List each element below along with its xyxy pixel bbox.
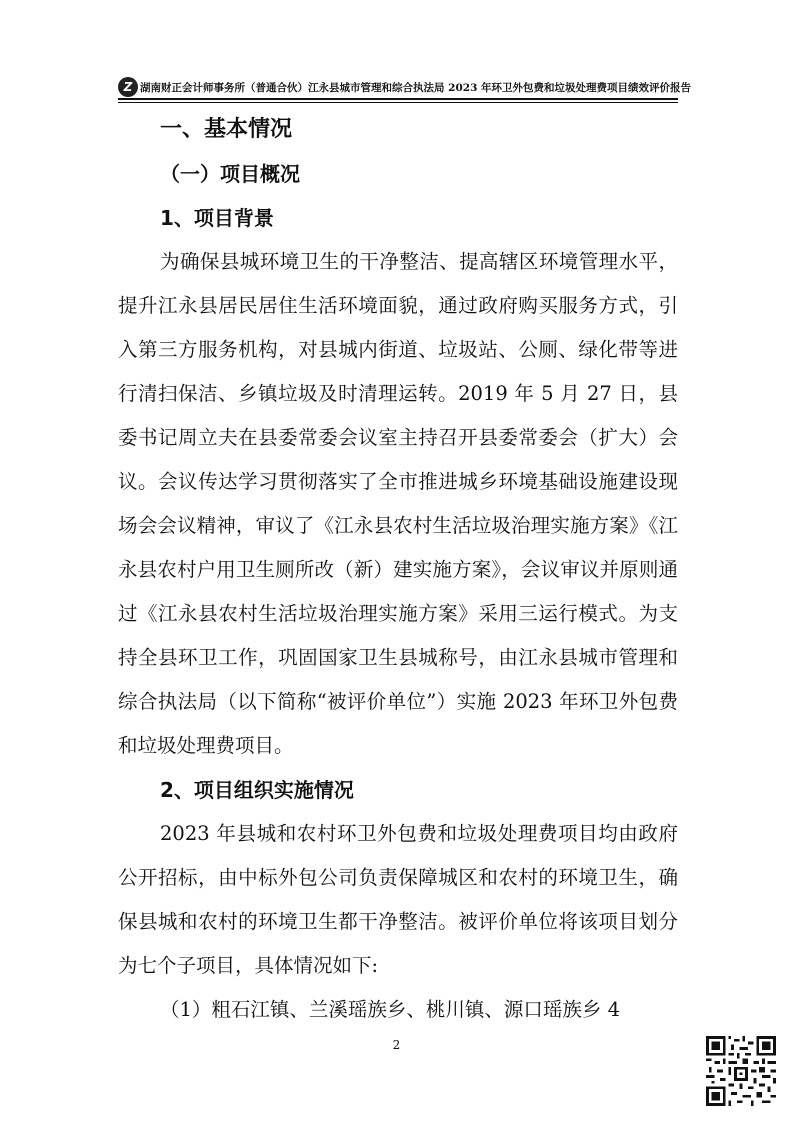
implementation-paragraph: 2023 年县城和农村环卫外包费和垃圾处理费项目均由政府公开招标，由中标外包公司负责保障城区和农村的环境卫生，确保县城和农村的环境卫生都干净整洁。被评价单位将该项目划分为七个子项目，具体情况如下: xyxy=(118,822,678,977)
item-title-background: 1、项目背景 xyxy=(160,206,274,230)
header-rule-thick xyxy=(118,98,678,100)
page-number: 2 xyxy=(392,1038,401,1052)
qr-code-icon xyxy=(706,1036,776,1106)
firm-name: 湖南财正会计师事务所（普通合伙） xyxy=(140,81,308,94)
report-title: 江永县城市管理和综合执法局 2023 年环卫外包费和垃圾处理费项目绩效评价报告 xyxy=(308,81,692,94)
subsection-title: （一）项目概况 xyxy=(160,162,300,186)
item-title-implementation: 2、项目组织实施情况 xyxy=(160,778,354,802)
firm-logo-icon: Z xyxy=(118,77,138,97)
header-rule-thin xyxy=(118,102,678,103)
page-header xyxy=(118,76,692,98)
background-paragraph: 为确保县城环境卫生的干净整洁、提高辖区环境管理水平，提升江永县居民居住生活环境面貌，通过政府购买服务方式，引入第三方服务机构，对县城内街道、垃圾站、公厕、绿化带等进行清扫保洁、乡镇垃圾及时清理运转。2019 年 5 月 27 日，县委书记周立夫在县委常委会议室主持召开县委常委会（扩大）会议。会议传达学习贯彻落实了全市推进城乡环境基础设施建设现场会会议精神，审议了《江永县农村生活垃圾治理实施方案》《江永县农村户用卫生厕所改（新）建实施方案》，会议审议并原则通过《江永县农村生活垃圾治理实施方案》采用三运行模式。为支持全县环卫工作，巩固国家卫生县城称号，由江永县城市管理和综合执法局（以下简称“被评价单位”）实施 2023 年环卫外包费和垃圾处理费项目。 xyxy=(118,250,678,757)
page-body xyxy=(118,108,678,1032)
section-title: 一、基本情况 xyxy=(160,117,293,142)
subproject-paragraph: （1）粗石江镇、兰溪瑶族乡、桃川镇、源口瑶族乡 4 xyxy=(160,998,621,1021)
